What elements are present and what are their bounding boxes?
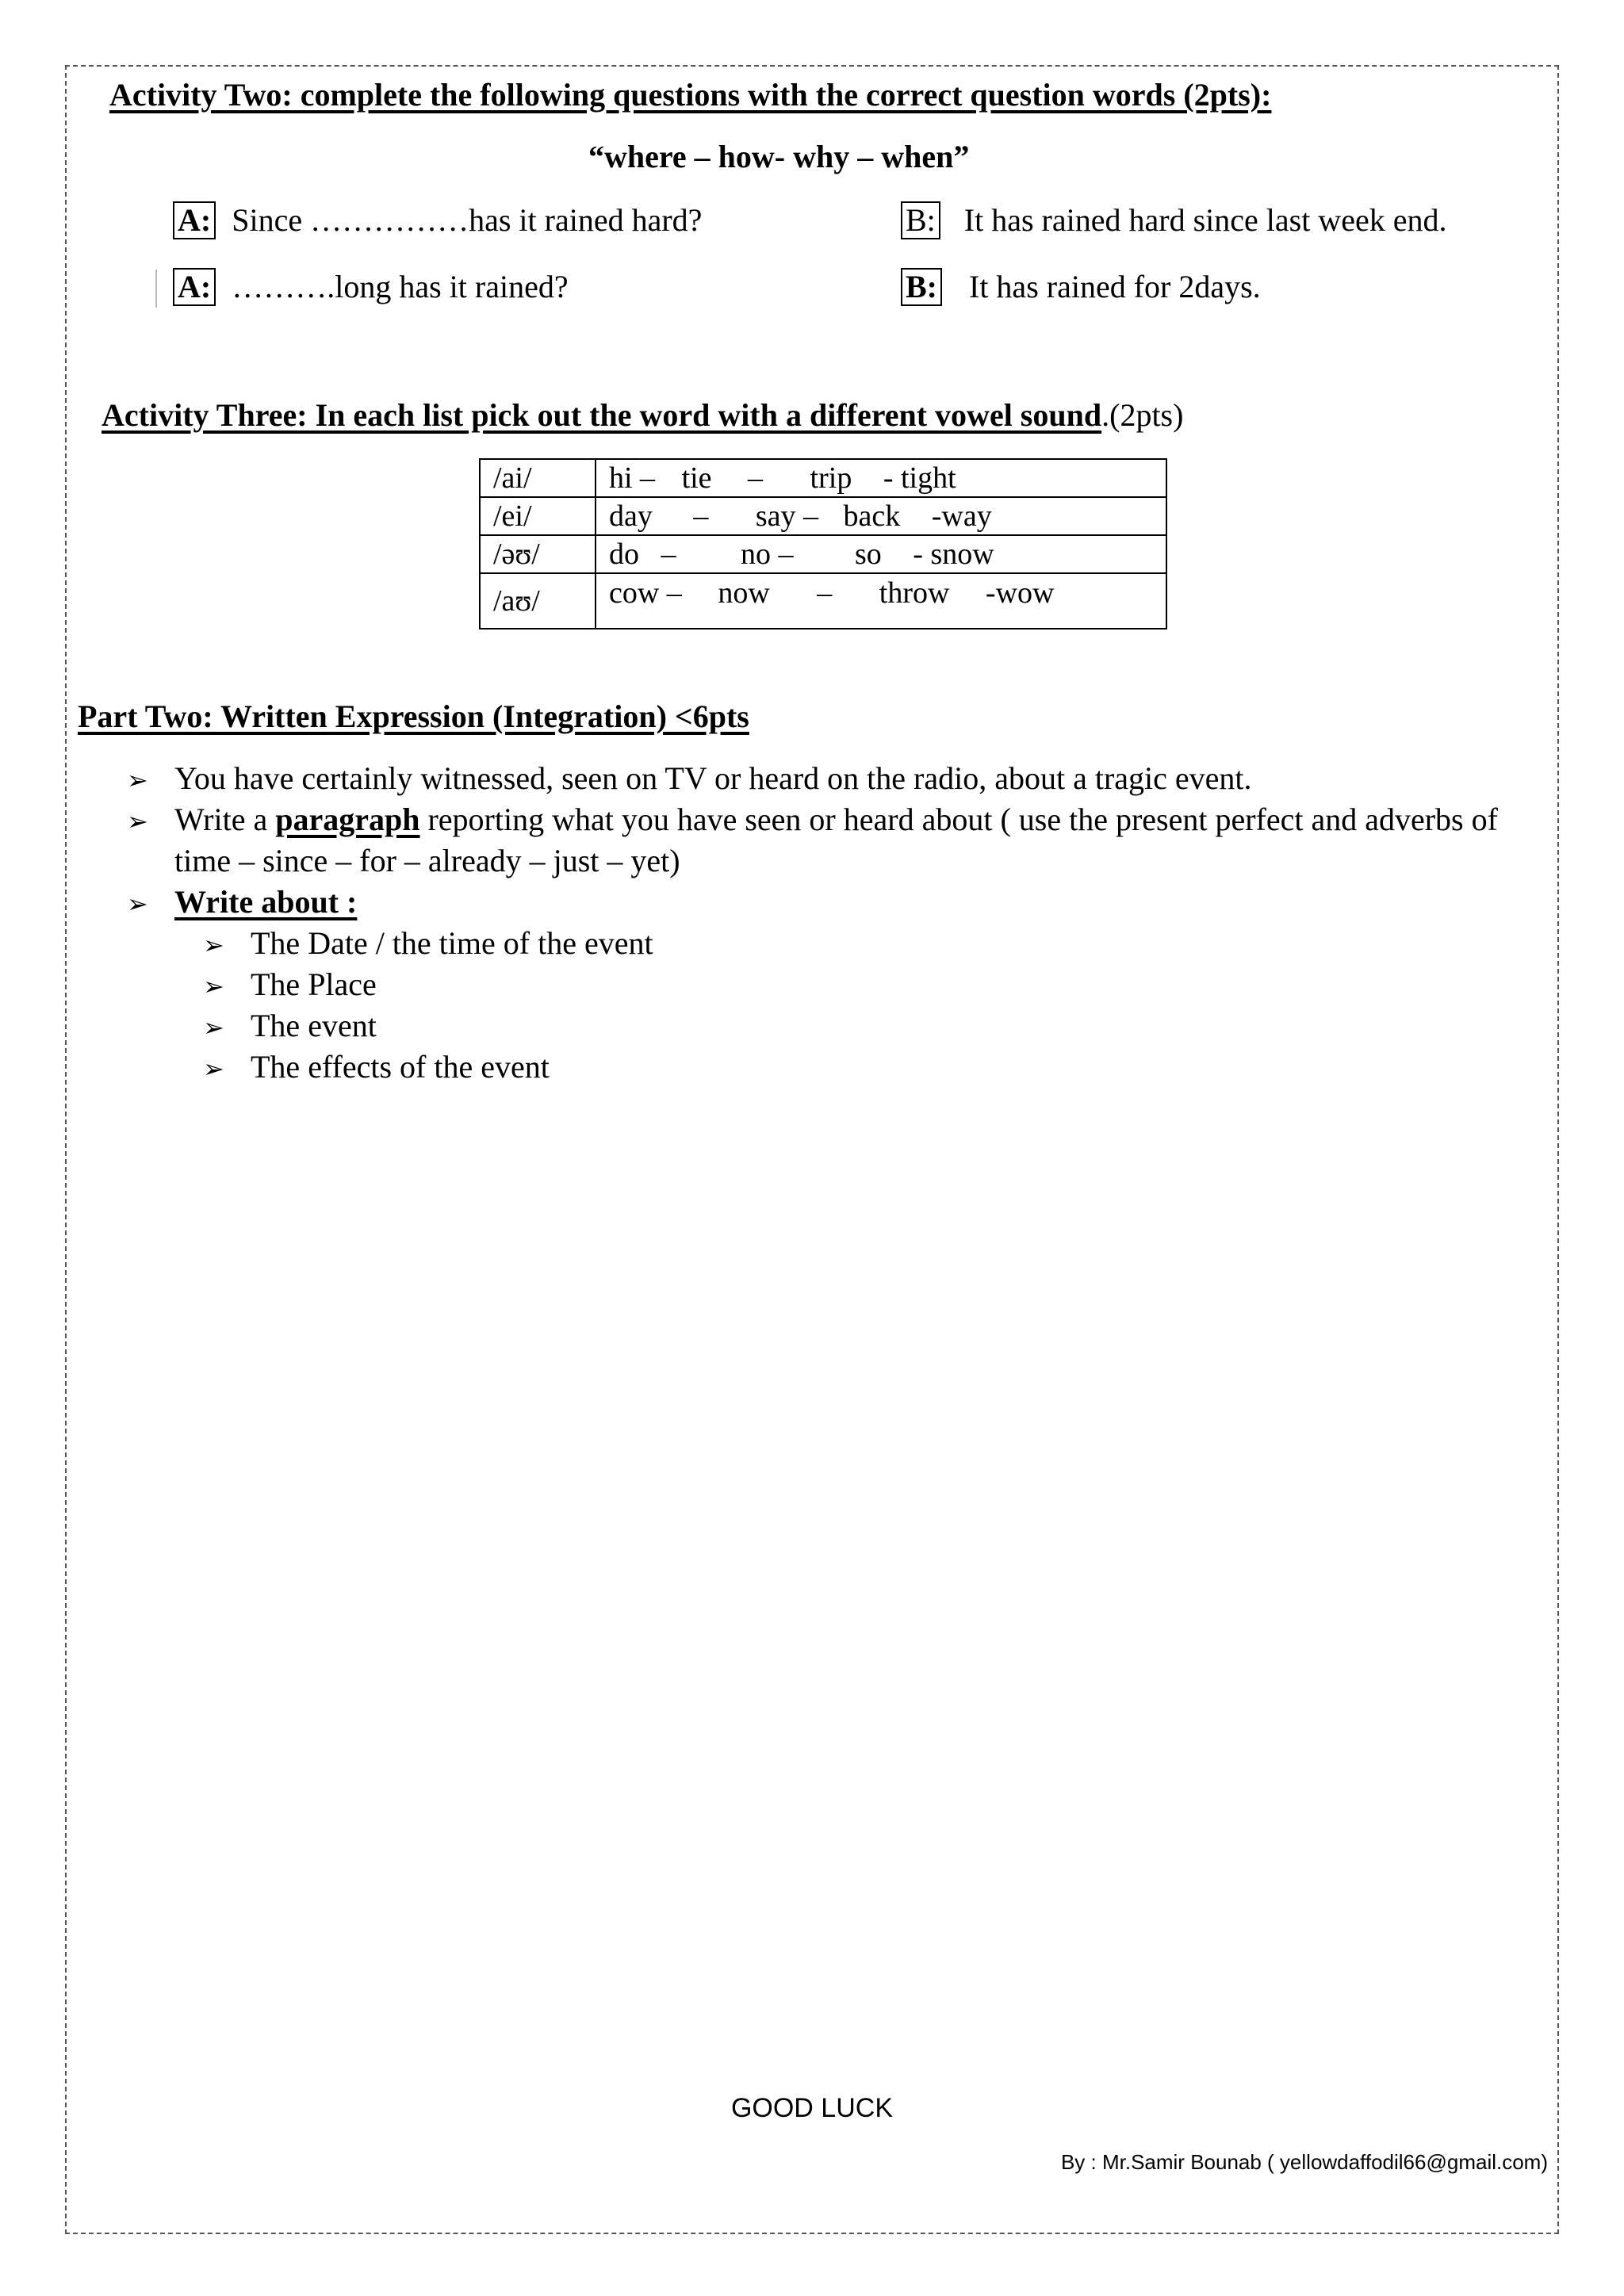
word: throw <box>879 576 950 610</box>
sub-item-text: The event <box>251 1008 377 1043</box>
page-border <box>65 65 1559 2234</box>
table-row <box>480 573 1166 629</box>
word: back <box>843 499 901 533</box>
margin-mark <box>155 270 159 308</box>
dialogue-1-a <box>173 201 702 239</box>
word-list <box>596 497 1166 535</box>
vowel-symbol: /əʊ/ <box>480 535 596 573</box>
sub-item-text: The Place <box>251 966 377 1002</box>
activity-three-points: .(2pts) <box>1101 397 1184 433</box>
list-item <box>127 799 1562 842</box>
author-credit: By : Mr.Samir Bounab ( yellowdaffodil66@gmail.com) <box>1060 2150 1548 2174</box>
list-item <box>203 964 1624 1007</box>
bullet-text: You have certainly witnessed, seen on TV or heard on the radio, about a tragic event. <box>174 760 1252 796</box>
list-item <box>203 1047 1624 1089</box>
word: – <box>693 499 709 533</box>
bullet-text-post: reporting what you have seen or heard about ( use the present perfect and adverbs of <box>419 802 1498 837</box>
write-about-heading: Write about : <box>174 884 358 920</box>
sub-item-text: The Date / the time of the event <box>251 925 653 961</box>
word: so <box>855 538 882 571</box>
sub-item-text: The effects of the event <box>251 1049 550 1085</box>
word-list <box>596 535 1166 573</box>
list-item <box>127 882 1562 924</box>
table-row <box>480 535 1166 573</box>
word: – <box>748 461 764 495</box>
arrow-bullet-icon: ➢ <box>127 889 148 919</box>
dialogue-2-b-text: It has rained for 2days. <box>969 269 1261 304</box>
word: trip <box>810 461 852 495</box>
activity-two-title: Activity Two: complete the following questions with the correct question words (2pts): <box>109 77 1272 113</box>
list-item <box>203 1005 1624 1048</box>
bullet-continuation: time – since – for – already – just – yet) <box>174 843 680 878</box>
word: do <box>609 538 639 571</box>
speaker-b-label: B: <box>901 201 940 239</box>
dialogue-2-a <box>173 268 569 306</box>
bullet-text-emphasis: paragraph <box>275 802 420 837</box>
word: – <box>661 538 676 571</box>
table-row <box>480 459 1166 497</box>
list-item <box>203 923 1624 966</box>
arrow-bullet-icon: ➢ <box>203 971 224 1001</box>
table-row <box>480 497 1166 535</box>
arrow-bullet-icon: ➢ <box>203 930 224 960</box>
word: cow – <box>609 576 682 610</box>
activity-three-heading <box>102 396 1183 434</box>
dialogue-1-b-text: It has rained hard since last week end. <box>963 202 1447 238</box>
vowel-symbol: /ei/ <box>480 497 596 535</box>
dialogue-2-b <box>901 268 1261 306</box>
speaker-b-label: B: <box>901 268 942 306</box>
vowel-symbol: /aʊ/ <box>480 573 596 629</box>
word: tie <box>681 461 712 495</box>
word: -wow <box>985 576 1055 610</box>
word: - tight <box>883 461 956 495</box>
speaker-a-label: A: <box>173 268 216 306</box>
word-list <box>596 459 1166 497</box>
arrow-bullet-icon: ➢ <box>203 1054 224 1084</box>
word: day <box>609 499 653 533</box>
word: hi – <box>609 461 656 495</box>
dialogue-2-a-text: ……….long has it rained? <box>232 269 569 304</box>
word: – <box>817 576 833 610</box>
arrow-bullet-icon: ➢ <box>127 765 148 795</box>
dialogue-1-a-text: Since ……………has it rained hard? <box>232 202 703 238</box>
word: no – <box>741 538 794 571</box>
word: - snow <box>913 538 994 571</box>
arrow-bullet-icon: ➢ <box>127 806 148 836</box>
word-list <box>596 573 1166 629</box>
word: say – <box>755 499 819 533</box>
vowel-table <box>479 458 1167 629</box>
bullet-text-pre: Write a <box>174 802 276 837</box>
list-item <box>127 758 1562 801</box>
word: now <box>718 576 770 610</box>
word-bank: “where – how- why – when” <box>588 139 970 174</box>
word: -way <box>931 499 992 533</box>
good-luck: GOOD LUCK <box>730 2093 894 2123</box>
dialogue-1-b <box>901 201 1446 239</box>
part-two-title: Part Two: Written Expression (Integration) <6pts <box>78 698 749 734</box>
vowel-symbol: /ai/ <box>480 459 596 497</box>
speaker-a-label: A: <box>173 201 216 239</box>
arrow-bullet-icon: ➢ <box>203 1012 224 1043</box>
activity-three-title: Activity Three: In each list pick out the word with a different vowel sound <box>102 397 1102 433</box>
